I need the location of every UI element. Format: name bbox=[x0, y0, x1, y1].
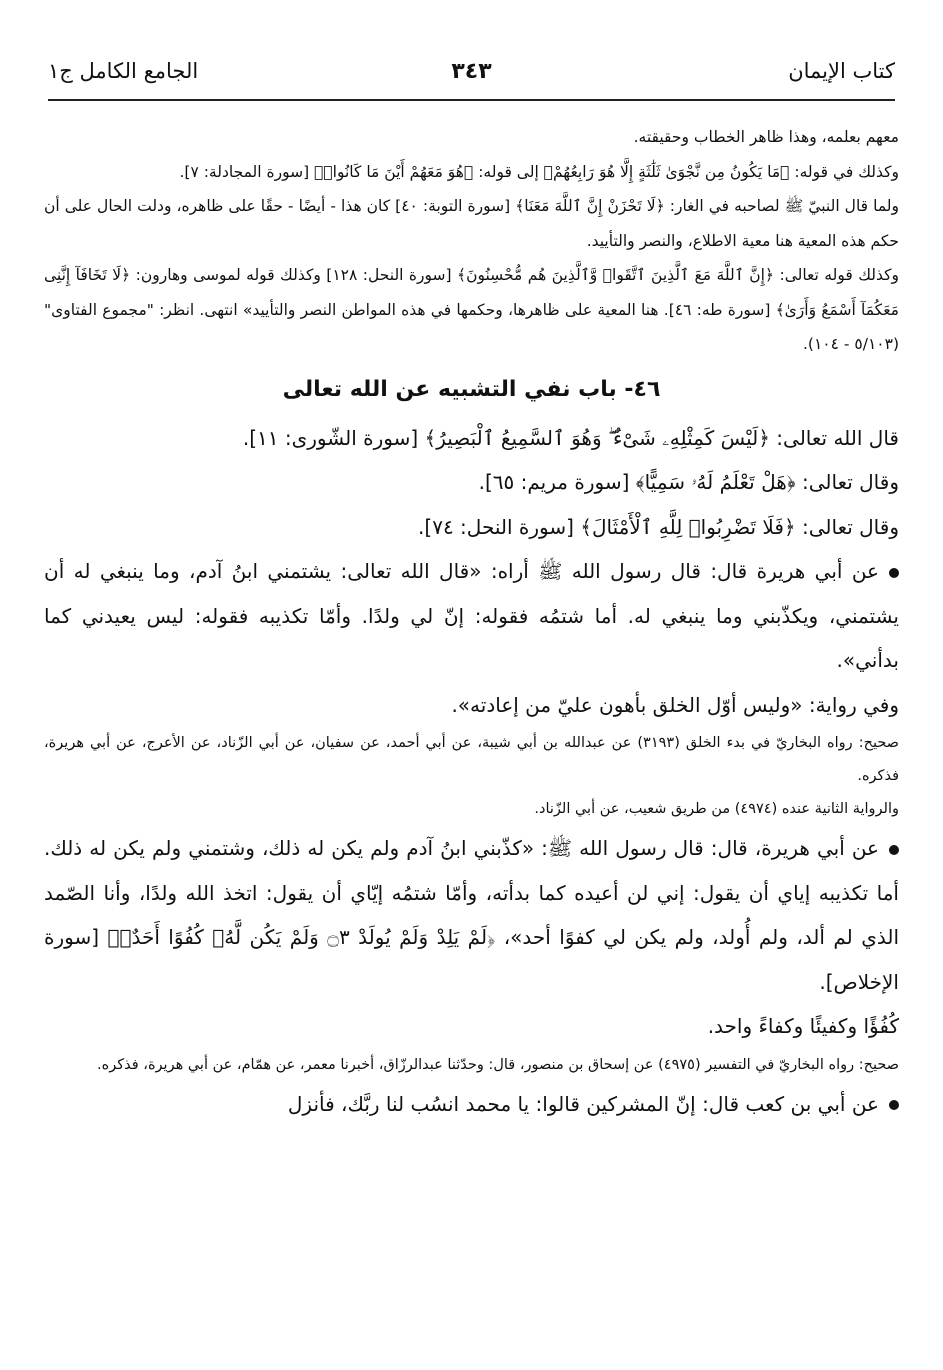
hadith-2-gloss: كُفُؤًا وكفيئًا وكفاءً واحد. bbox=[707, 1014, 899, 1038]
takhrij-2: صحيح: رواه البخاريّ في التفسير (٤٩٧٥) عن إسحاق بن منصور، قال: وحدّثنا عبدالرزّاق، أخبرنا معمر، عن همّام، عن أبي هريرة، فذكره. bbox=[97, 1056, 899, 1073]
paragraph-2: وكذلك في قوله: ﴿مَا يَكُونُ مِن نَّجْوَىٰ ثَلَٰثَةٍ إِلَّا هُوَ رَابِعُهُمْ﴾ إلى قوله: ﴿هُوَ مَعَهُمْ أَيْنَ مَا كَانُوا۟﴾ [سورة المجادلة: ٧]. bbox=[179, 162, 899, 181]
paragraph-1: معهم بعلمه، وهذا ظاهر الخطاب وحقيقته. bbox=[633, 128, 899, 146]
hadith-3-text: عن أبي بن كعب قال: إنّ المشركين قالوا: يا محمد انسُب لنا ربَّك، فأنزل bbox=[287, 1091, 879, 1116]
paragraph-3: ولما قال النبيّ ﷺ لصاحبه في الغار: ﴿لَا تَحْزَنْ إِنَّ ٱللَّهَ مَعَنَا﴾ [سورة التوبة: ٤٠] كان هذا - أيضًا - حقًا على ظاهره، ودلت الحال على أن حكم هذه المعية هنا معية الاطلاع، والنصر والتأييد. bbox=[44, 197, 899, 250]
bullet-icon bbox=[889, 568, 899, 578]
verse-1: قال الله تعالى: ﴿لَيْسَ كَمِثْلِهِۦ شَىْءٌ ۖ وَهُوَ ٱلسَّمِيعُ ٱلْبَصِيرُ﴾ [سورة الشّورى: ١١]. bbox=[242, 425, 899, 450]
verse-3: وقال تعالى: ﴿فَلَا تَضْرِبُوا۟ لِلَّهِ ٱلْأَمْثَالَ﴾ [سورة النحل: ٧٤]. bbox=[418, 514, 899, 539]
header-book-title: الجامع الكامل ج١ bbox=[48, 59, 199, 83]
page-header bbox=[48, 55, 895, 101]
hadith-1-riwaya: وفي رواية: «وليس أوّل الخلق بأهون عليّ من إعادته». bbox=[451, 692, 899, 717]
header-section-title: كتاب الإيمان bbox=[788, 59, 895, 83]
page-number: ٣٤٣ bbox=[451, 59, 492, 84]
hadith-1-text: عن أبي هريرة قال: قال رسول الله ﷺ أراه: «قال الله تعالى: يشتمني ابنُ آدم، وما ينبغي له أن يشتمني، ويكذّبني وما ينبغي له. أما شتمُه فقوله: إنّ لي ولدًا. وأمّا تكذيبه فقوله: ليس يعيدني كما بدأني». bbox=[44, 559, 899, 672]
bullet-icon bbox=[889, 845, 899, 855]
bullet-icon bbox=[889, 1100, 899, 1110]
hadith-1 bbox=[44, 549, 899, 683]
chapter-heading: ٤٦- باب نفي التشبيه عن الله تعالى bbox=[282, 376, 661, 402]
verse-2: وقال تعالى: ﴿هَلْ تَعْلَمُ لَهُۥ سَمِيًّا﴾ [سورة مريم: ٦٥]. bbox=[478, 470, 899, 494]
hadith-2-text: عن أبي هريرة، قال: قال رسول الله ﷺ: «كذّبني ابنُ آدم ولم يكن له ذلك، وشتمني ولم يكن له ذلك. أما تكذيبه إياي أن يقول: إني لن أعيده كما بدأته، وأمّا شتمُه إيّاي أن يقول: اتخذ الله ولدًا، وأنا الصّمد الذي لم ألد، ولم أُولد، ولم يكن لي كفوًا أحد»، ﴿لَمْ يَلِدْ وَلَمْ يُولَدْ ۝٣ وَلَمْ يَكُن لَّهُۥ كُفُوًا أَحَدٌۢ﴾ [سورة الإخلاص]. bbox=[44, 836, 899, 994]
paragraph-4: وكذلك قوله تعالى: ﴿إِنَّ ٱللَّهَ مَعَ ٱلَّذِينَ ٱتَّقَوا۟ وَّٱلَّذِينَ هُم مُّحْسِنُونَ﴾ [سورة النحل: ١٢٨] وكذلك قوله لموسى وهارون: ﴿لَا تَخَافَآ إِنَّنِى مَعَكُمَآ أَسْمَعُ وَأَرَىٰ﴾ [سورة طه: ٤٦]. هنا المعية على ظاهرها، وحكمها في هذه المواطن النصر والتأييد» انتهى. انظر: "مجموع الفتاوى" (٥/١٠٣ - ١٠٤). bbox=[44, 266, 900, 353]
page-body bbox=[44, 120, 899, 1126]
takhrij-1b: والرواية الثانية عنده (٤٩٧٤) من طريق شعيب، عن أبي الزّناد. bbox=[534, 801, 899, 817]
hadith-2 bbox=[44, 826, 899, 1004]
hadith-3 bbox=[44, 1082, 899, 1127]
takhrij-1: صحيح: رواه البخاريّ في بدء الخلق (٣١٩٣) عن عبدالله بن أبي شيبة، عن أبي أحمد، عن سفيان، عن أبي الزّناد، عن الأعرج، عن أبي هريرة، فذكره. bbox=[44, 735, 899, 784]
